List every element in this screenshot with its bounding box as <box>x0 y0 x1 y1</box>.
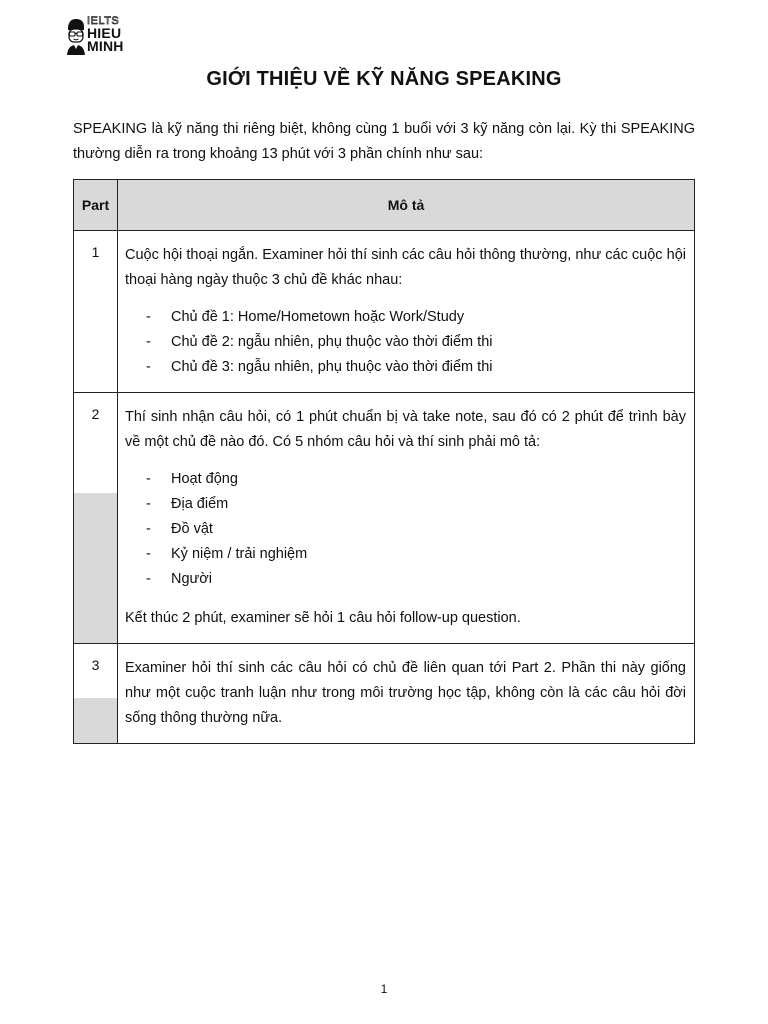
description-cell <box>118 393 695 644</box>
table-row <box>74 644 695 744</box>
list-item: - Chủ đề 2: ngẫu nhiên, phụ thuộc vào thời điểm thi <box>146 334 493 350</box>
description-cell <box>118 644 695 744</box>
list-item: - Chủ đề 1: Home/Hometown hoặc Work/Study <box>146 309 465 325</box>
list-item: - Đồ vật <box>146 521 213 537</box>
part-number-cell <box>74 393 118 644</box>
part-number-cell <box>74 231 118 393</box>
brand-logo <box>66 16 132 58</box>
table-row <box>74 393 695 644</box>
table-header-row <box>74 180 695 231</box>
part-description: Thí sinh nhận câu hỏi, có 1 phút chuẩn bị và take note, sau đó có 2 phút để trình bày về một chủ đề nào đó. Có 5 nhóm câu hỏi và thí sinh phải mô tả: <box>125 409 686 450</box>
description-cell <box>118 231 695 393</box>
speaking-parts-table <box>73 179 695 744</box>
part-number: 2 <box>91 406 100 422</box>
part-number-cell <box>74 644 118 744</box>
list-item: - Kỷ niệm / trải nghiệm <box>146 546 308 562</box>
page-title: GIỚI THIỆU VỀ KỸ NĂNG SPEAKING <box>206 68 562 90</box>
intro-paragraph: SPEAKING là kỹ năng thi riêng biệt, không cùng 1 buổi với 3 kỹ năng còn lại. Kỳ thi SPEAKING thường diễn ra trong khoảng 13 phút với 3 phần chính như sau: <box>73 121 695 162</box>
cartoon-face-with-glasses-icon <box>66 18 86 56</box>
bullet-list <box>125 467 686 592</box>
logo-line1: HIEU <box>87 25 122 41</box>
column-header-description: Mô tả <box>118 180 695 231</box>
list-item: - Người <box>146 571 212 587</box>
part-followup-note: Kết thúc 2 phút, examiner sẽ hỏi 1 câu hỏi follow-up question. <box>125 610 521 626</box>
bullet-list <box>125 305 686 380</box>
logo-line2: MINH <box>87 38 124 54</box>
list-item: - Hoạt động <box>146 471 238 487</box>
part-number: 1 <box>91 244 100 260</box>
logo-ielts-text: IELTS <box>87 15 120 27</box>
table-row <box>74 231 695 393</box>
part-description: Cuộc hội thoại ngắn. Examiner hỏi thí sinh các câu hỏi thông thường, như các cuộc hội thoại hàng ngày thuộc 3 chủ đề khác nhau: <box>125 247 686 288</box>
list-item: - Địa điểm <box>146 496 229 512</box>
part-number: 3 <box>91 657 100 673</box>
list-item: - Chủ đề 3: ngẫu nhiên, phụ thuộc vào thời điểm thi <box>146 359 493 375</box>
page-number: 1 <box>380 982 388 996</box>
column-header-part: Part <box>74 180 118 231</box>
part-description: Examiner hỏi thí sinh các câu hỏi có chủ đề liên quan tới Part 2. Phần thi này giống như một cuộc tranh luận như trong môi trường học tập, không còn là các câu hỏi đời sống thông thường nữa. <box>125 660 686 726</box>
